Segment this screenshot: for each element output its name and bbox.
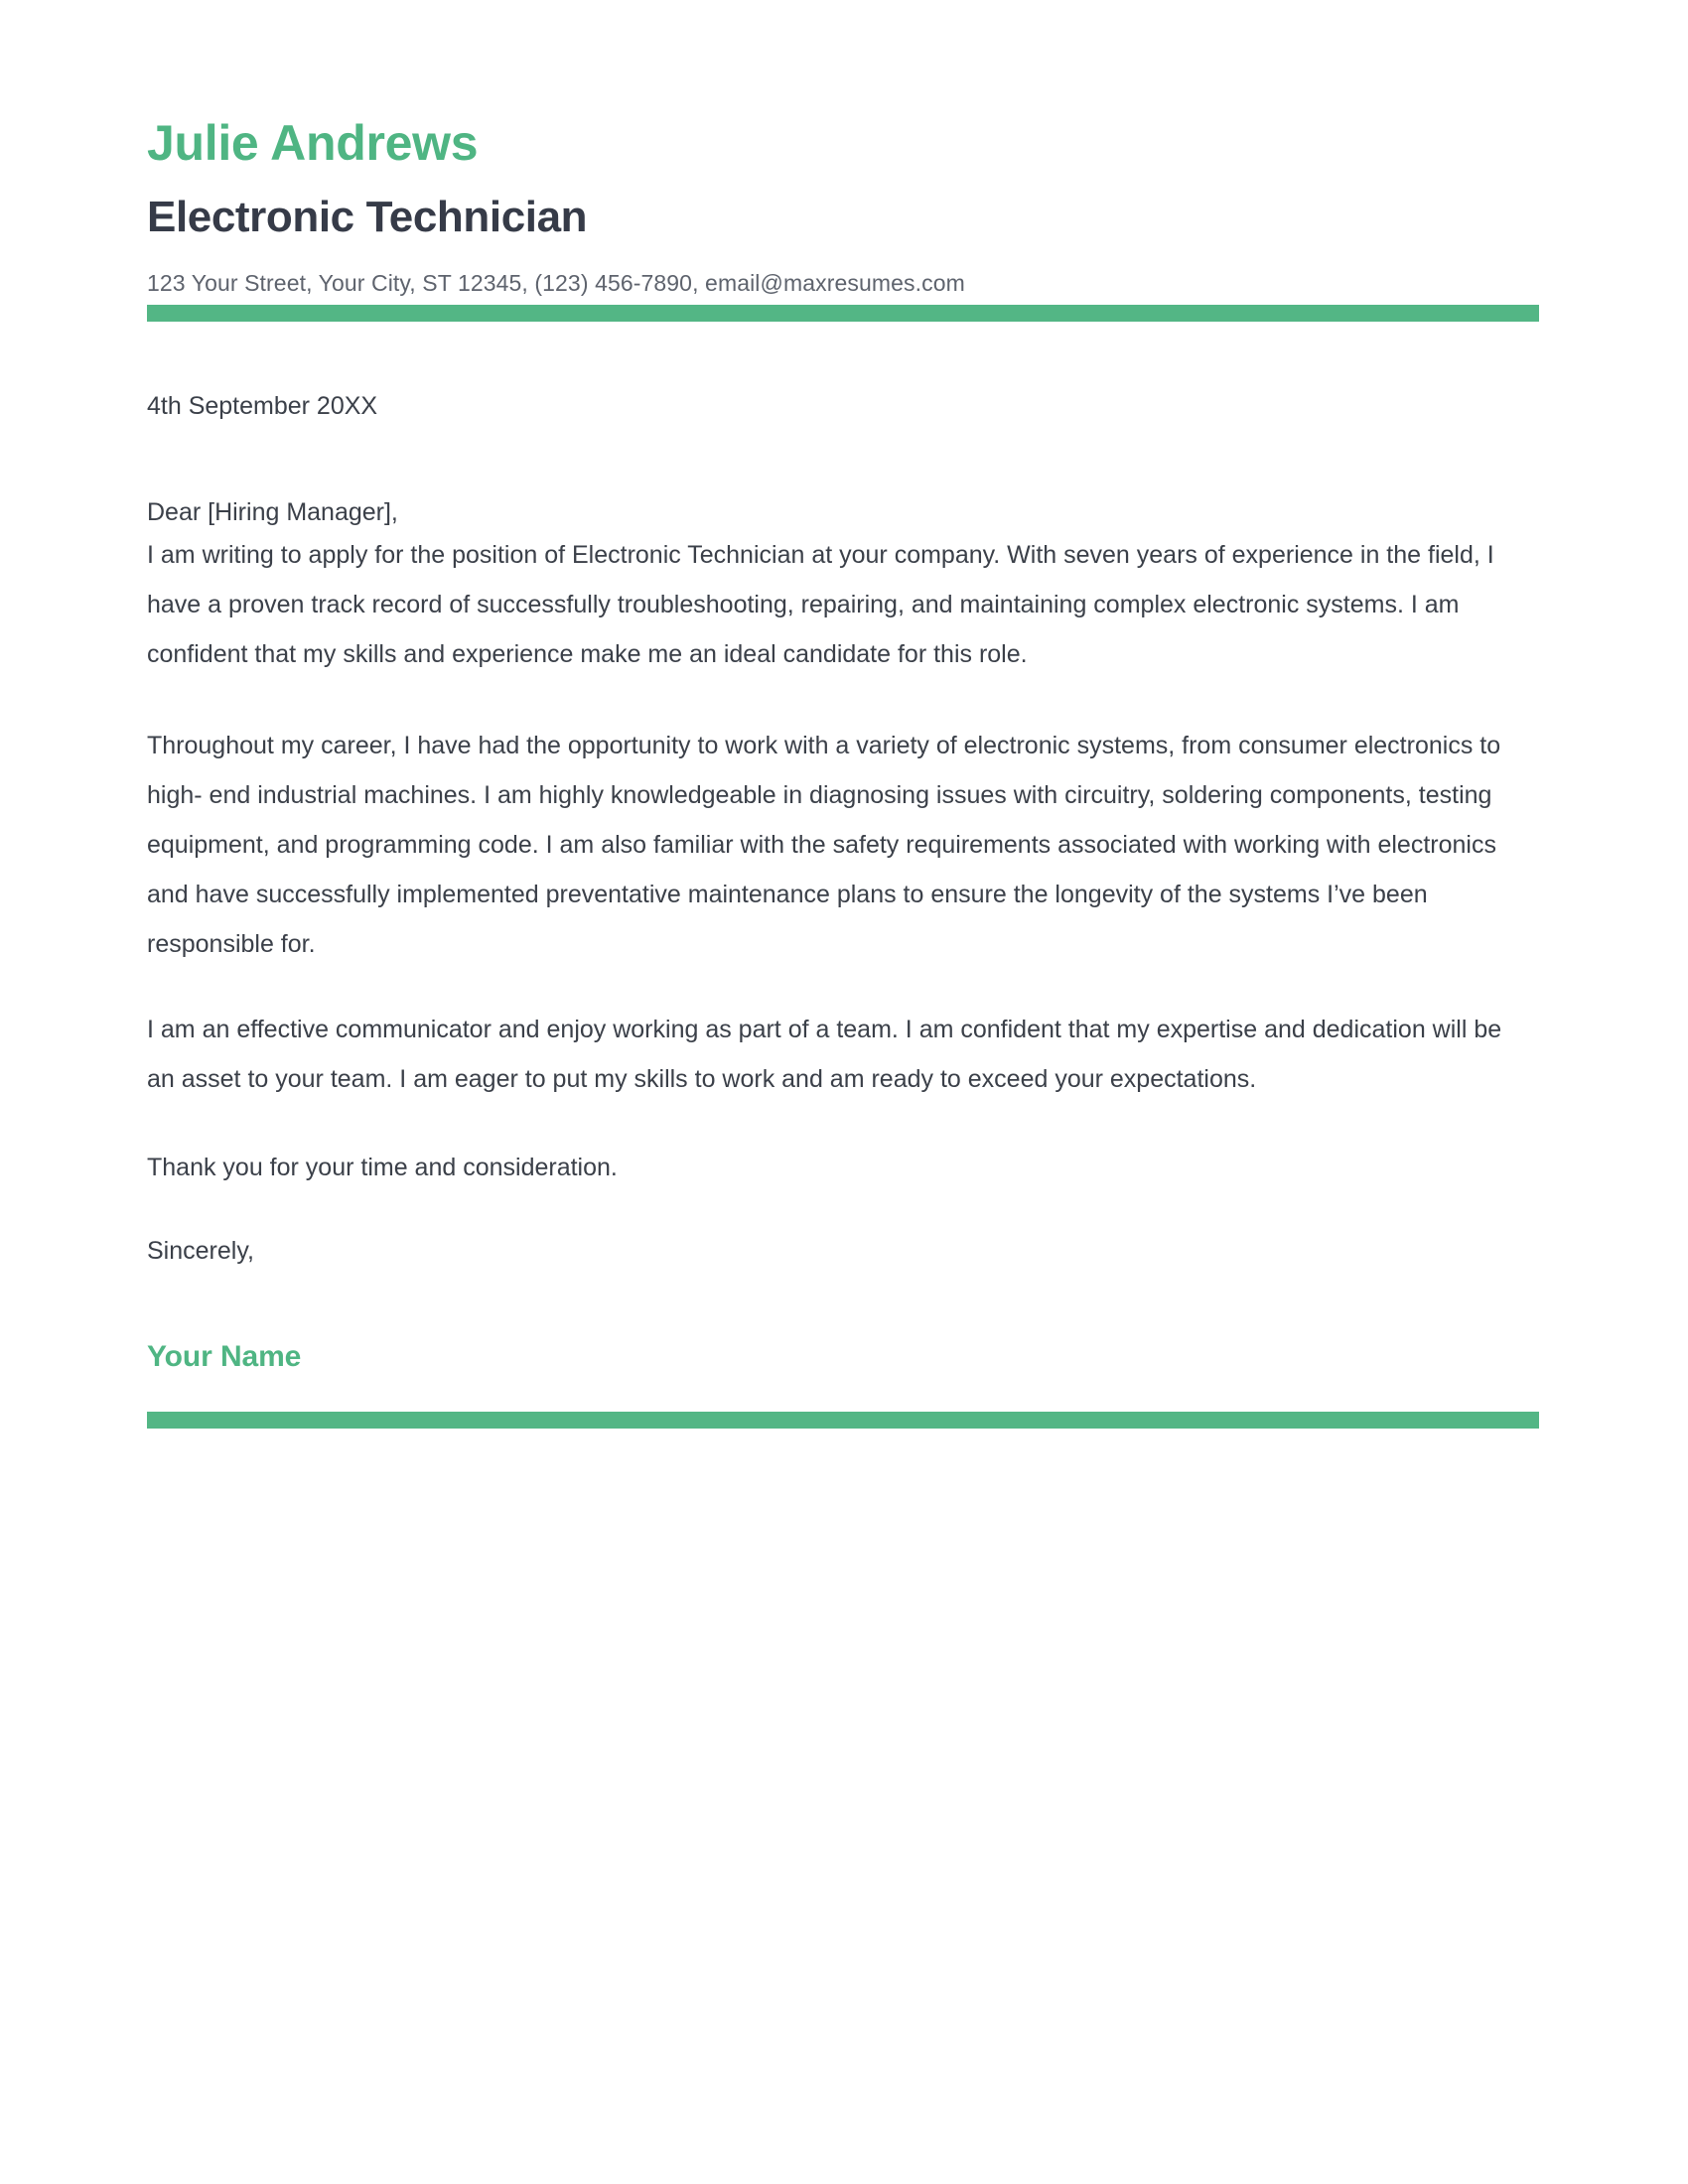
body-paragraph-1: I am writing to apply for the position of Electronic Technician at your company. With seven years of experience in the field, I have a proven track record of successfully troubleshooting, repairing, and maintaining complex electronic systems. I am confident that my skills and experience make me an ideal candidate for this role. xyxy=(147,541,1494,669)
footer-accent-rule xyxy=(147,1412,1539,1429)
applicant-name: Julie Andrews xyxy=(147,115,479,171)
contact-info-line: 123 Your Street, Your City, ST 12345, (123) 456-7890, email@maxresumes.com xyxy=(147,269,965,296)
body-paragraph-2: Throughout my career, I have had the opportunity to work with a variety of electronic systems, from consumer electronics to high- end industrial machines. I am highly knowledgeable in diagnosing issues with circuitry, soldering components, testing equipment, and programming code. I am also familiar with the safety requirements associated with working with electronics and have successfully implemented preventative maintenance plans to ensure the longevity of the systems I’ve been responsible for. xyxy=(147,732,1501,959)
job-title: Electronic Technician xyxy=(147,192,588,241)
thank-you-line: Thank you for your time and consideration. xyxy=(147,1154,618,1182)
salutation: Dear [Hiring Manager], xyxy=(147,497,398,526)
header-accent-rule xyxy=(147,305,1539,322)
closing-salutation: Sincerely, xyxy=(147,1237,254,1266)
body-paragraph-3: I am an effective communicator and enjoy working as part of a team. I am confident that my expertise and dedication will be an asset to your team. I am eager to put my skills to work and am ready to exceed your expectations. xyxy=(147,1016,1502,1094)
signature-name: Your Name xyxy=(147,1340,302,1374)
letter-sheet xyxy=(147,0,1539,1429)
letter-date: 4th September 20XX xyxy=(147,391,378,420)
letter-header xyxy=(147,0,1539,322)
